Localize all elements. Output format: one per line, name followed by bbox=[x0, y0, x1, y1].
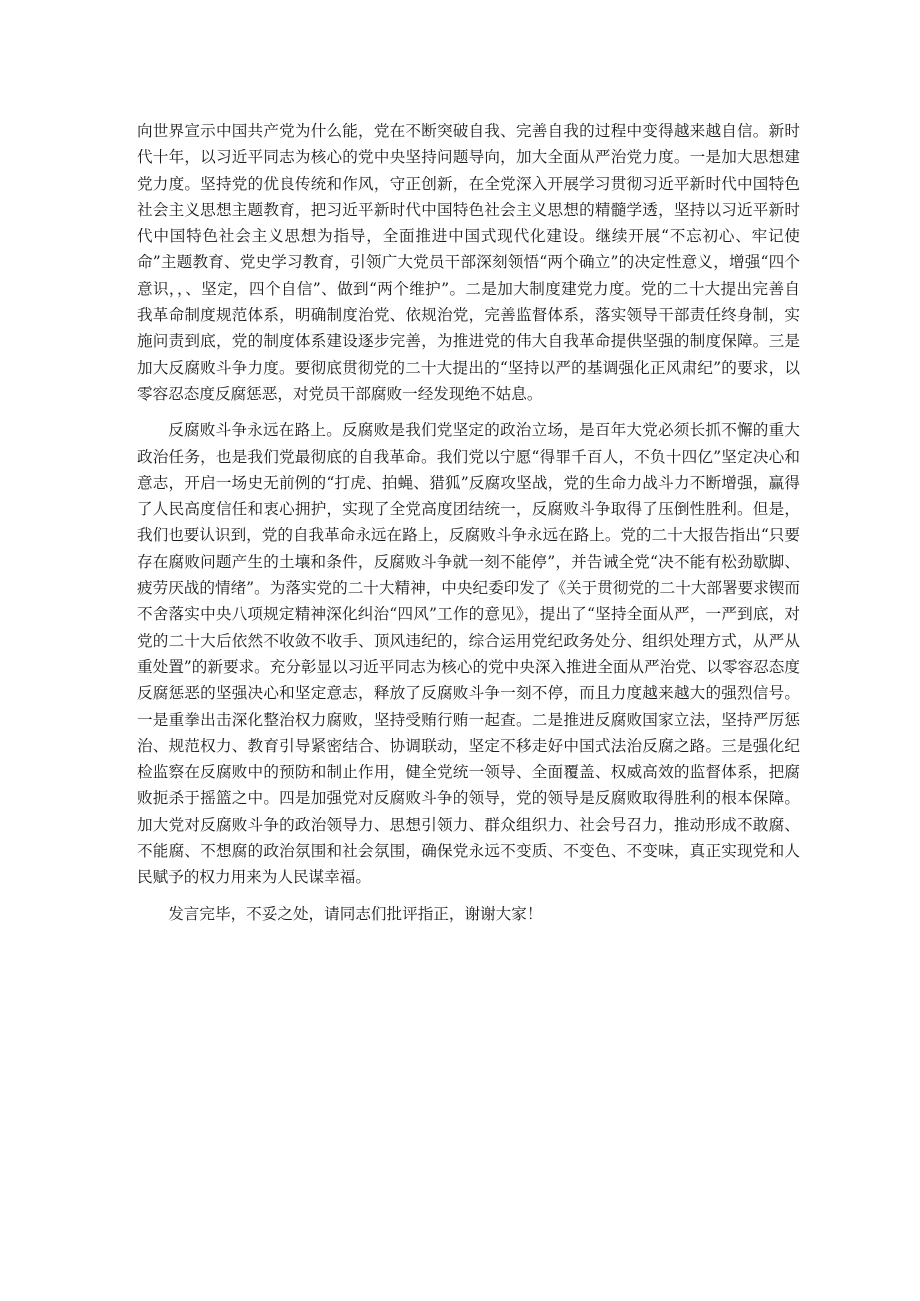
paragraph-closing: 发言完毕，不妥之处，请同志们批评指正，谢谢大家！ bbox=[168, 904, 543, 923]
paragraph-continued: 向世界宣示中国共产党为什么能，党在不断突破自我、完善自我的过程中变得越来越自信。新时代十年，以习近平同志为核心的党中央坚持问题导向，加大全面从严治党力度。一是加大思想建党力度。坚持党的优良传统和作风，守正创新，在全党深入开展学习贯彻习近平新时代中国特色社会主义思想主题教育，把习近平新时代中国特色社会主义思想的精髓学透，坚持以习近平新时代中国特色社会主义思想为指导，全面推进中国式现代化建设。继续开展“不忘初心、牢记使命”主题教育、党史学习教育，引领广大党员干部深刻领悟“两个确立”的决定性意义，增强“四个意识，，、坚定，四个自信”、做到“两个维护”。二是加大制度建党力度。党的二十大提出完善自我革命制度规范体系，明确制度治党、依规治党，完善监督体系，落实领导干部责任终身制，实施问责到底，党的制度体系建设逐步完善，为推进党的伟大自我革命提供坚强的制度保障。三是加大反腐败斗争力度。要彻底贯彻党的二十大提出的“坚持以严的基调强化正风肃纪”的要求，以零容忍态度反腐惩恶，对党员干部腐败一经发现绝不姑息。 bbox=[137, 122, 800, 403]
document-body bbox=[137, 118, 800, 937]
paragraph-anti-corruption: 反腐败斗争永远在路上。反腐败是我们党坚定的政治立场，是百年大党必须长抓不懈的重大政治任务，也是我们党最彻底的自我革命。我们党以宁愿“得罪千百人，不负十四亿”坚定决心和意志，开启一场史无前例的“打虎、拍蝇、猎狐”反腐攻坚战，党的生命力战斗力不断增强，赢得了人民高度信任和衷心拥护，实现了全党高度团结统一，反腐败斗争取得了压倒性胜利。但是，我们也要认识到，党的自我革命永远在路上，反腐败斗争永远在路上。党的二十大报告指出“只要存在腐败问题产生的土壤和条件，反腐败斗争就一刻不能停”，并告诫全党“决不能有松劲歇脚、疲劳厌战的情绪”。为落实党的二十大精神，中央纪委印发了《关于贯彻党的二十大部署要求锲而不舍落实中央八项规定精神深化纠治“四风”工作的意见》，提出了“坚持全面从严，一严到底，对党的二十大后依然不收敛不收手、顶风违纪的，综合运用党纪政务处分、组织处理方式，从严从重处置”的新要求。充分彰显以习近平同志为核心的党中央深入推进全面从严治党、以零容忍态度反腐惩恶的坚强决心和坚定意志，释放了反腐败斗争一刻不停，而且力度越来越大的强烈信号。一是重拳出击深化整治权力腐败，坚持受贿行贿一起查。二是推进反腐败国家立法，坚持严厉惩治、规范权力、教育引导紧密结合、协调联动，坚定不移走好中国式法治反腐之路。三是强化纪检监察在反腐败中的预防和制止作用，健全党统一领导、全面覆盖、权威高效的监督体系，把腐败扼杀于摇篮之中。四是加强党对反腐败斗争的领导，党的领导是反腐败取得胜利的根本保障。加大党对反腐败斗争的政治领导力、思想引领力、群众组织力、社会号召力，推动形成不敢腐、不能腐、不想腐的政治氛围和社会氛围，确保党永远不变质、不变色、不变味，真正实现党和人民赋予的权力用来为人民谋幸福。 bbox=[137, 421, 800, 887]
